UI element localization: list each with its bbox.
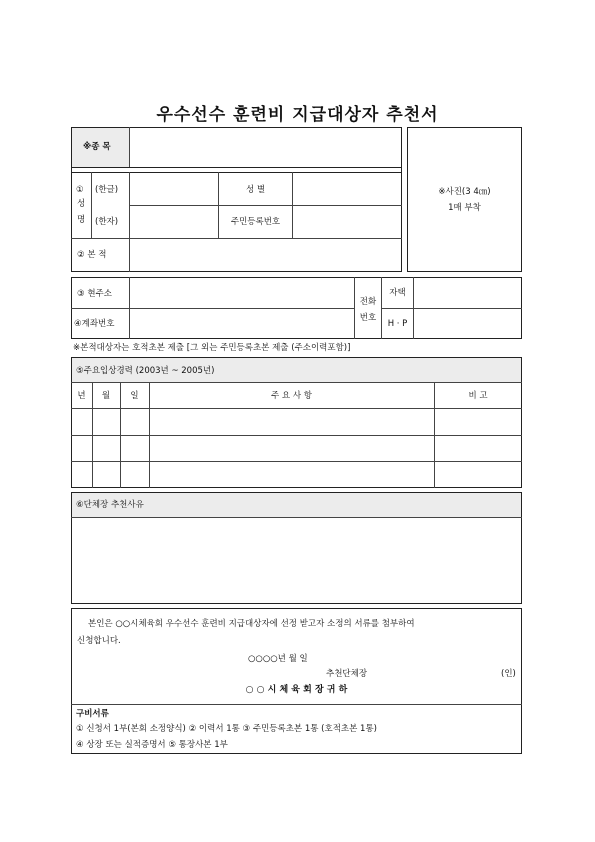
- document-note: ※본적대상자는 호적초본 제출 [그 외는 주민등록초본 제출 (주소이력포함)]: [73, 343, 351, 353]
- documents-line1: ① 신청서 1부(본회 소정양식) ② 이력서 1통 ③ 주민등록초본 1통 (호적초본 1통): [76, 724, 377, 734]
- home-phone-label: 자택: [389, 288, 406, 298]
- col-year: 년: [77, 391, 86, 401]
- origin-label: ② 본 적: [77, 250, 107, 260]
- gender-field[interactable]: [293, 173, 401, 205]
- hanja-label: (한자): [95, 217, 119, 227]
- col-month: 월: [101, 391, 111, 401]
- event-label: ※종 목: [83, 142, 111, 152]
- account-label: ④계좌번호: [74, 319, 115, 329]
- name-hangul-field[interactable]: [130, 173, 218, 205]
- declaration-line1: 본인은 ○○시체육회 우수선수 훈련비 지급대상자에 선정 받고자 소정의 서류를 첨부하여: [88, 619, 415, 629]
- phone-label-bottom: 번호: [359, 313, 377, 323]
- origin-field[interactable]: [130, 239, 401, 271]
- table-row[interactable]: [72, 409, 521, 435]
- photo-attach-text: 1매 부착: [448, 203, 481, 213]
- declaration-date: ○○○○년 월 일: [248, 654, 308, 664]
- account-field[interactable]: [130, 309, 354, 338]
- awards-heading: ⑤주요입상경력 (2003년 ~ 2005년): [76, 366, 215, 376]
- mobile-phone-label: H · P: [387, 319, 408, 329]
- reason-heading: ⑥단체장 추천사유: [76, 500, 144, 510]
- home-phone-field[interactable]: [414, 278, 521, 308]
- table-row[interactable]: [72, 436, 521, 461]
- col-main-details: 주 요 사 항: [271, 391, 312, 401]
- address-field[interactable]: [130, 278, 354, 308]
- mobile-phone-field[interactable]: [414, 309, 521, 338]
- documents-heading: 구비서류: [76, 709, 109, 719]
- name-label-bottom: 명: [77, 215, 86, 225]
- resident-number-label: 주민등록번호: [230, 217, 281, 227]
- reason-field[interactable]: [72, 518, 521, 603]
- recommender-label: 추천단체장: [326, 669, 368, 679]
- seal-mark: (인): [501, 669, 516, 679]
- document-title: 우수선수 훈련비 지급대상자 추천서: [156, 105, 439, 125]
- phone-label-top: 전화: [359, 297, 377, 307]
- photo-size-text: ※사진(3 4㎝): [438, 187, 491, 197]
- name-number: ①: [76, 185, 84, 195]
- resident-number-field[interactable]: [293, 206, 401, 238]
- col-remarks: 비 고: [468, 391, 488, 401]
- event-field[interactable]: [130, 128, 401, 167]
- gender-label: 성 별: [245, 185, 266, 195]
- table-row[interactable]: [72, 462, 521, 487]
- declaration-line2: 신청합니다.: [77, 636, 121, 646]
- address-label: ③ 현주소: [77, 289, 112, 299]
- photo-box: [407, 127, 522, 272]
- documents-line2: ④ 상장 또는 실적증명서 ⑤ 통장사본 1부: [76, 740, 228, 750]
- addressee: ○ ○ 시 체 육 회 장 귀 하: [245, 685, 348, 695]
- col-day: 일: [130, 391, 139, 401]
- name-label-top: 성: [77, 199, 86, 209]
- hangul-label: (한글): [95, 185, 119, 195]
- name-hanja-field[interactable]: [130, 206, 218, 238]
